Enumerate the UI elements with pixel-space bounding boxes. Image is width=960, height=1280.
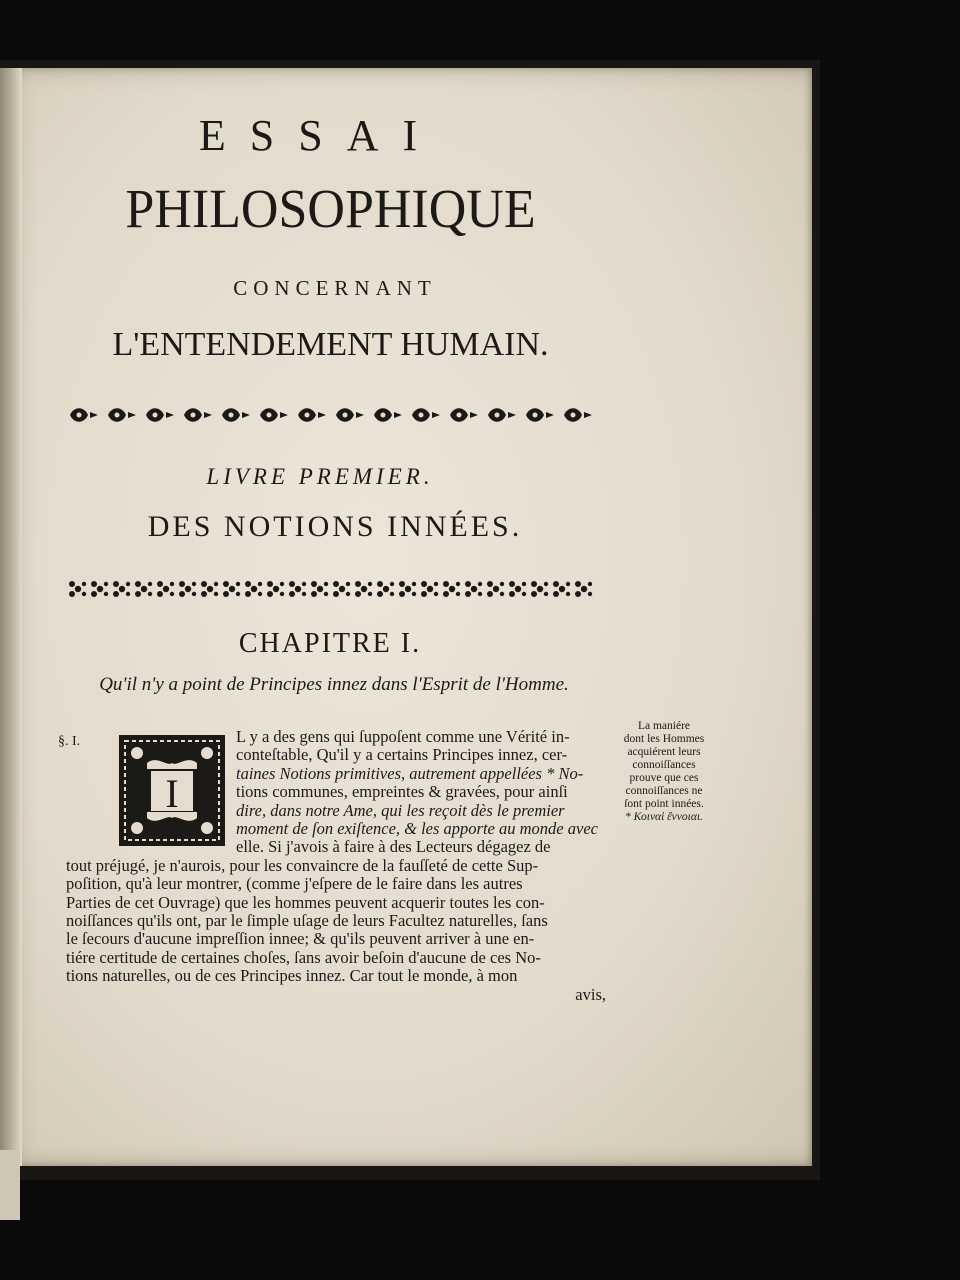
book-subtitle: DES NOTIONS INNÉES. <box>147 510 523 543</box>
body-line: L y a des gens qui ſuppoſent comme une Vérité in- <box>236 727 570 746</box>
body-line: poſition, qu'à leur montrer, (comme j'eſpere de le faire dans les autres <box>66 874 523 894</box>
margin-note <box>614 720 714 824</box>
body-line-catchword: avis, <box>575 984 606 1004</box>
margin-note-line: prouve que ces <box>629 772 699 784</box>
body-line: conteſtable, Qu'il y a certains Principes innez, cer- <box>236 745 568 765</box>
page-gutter <box>0 68 22 1166</box>
body-line: tiére certitude de certaines choſes, ſans avoir beſoin d'aucune de ces No- <box>66 947 541 967</box>
body-line: taines Notions primitives, autrement appellées * No- <box>236 763 584 783</box>
margin-note-line: connoiſſances ne <box>625 785 703 797</box>
body-line: dire, dans notre Ame, qui les reçoit dès le premier <box>236 800 565 820</box>
section-marker: §. I. <box>58 734 81 749</box>
body-line: tions naturelles, ou de ces Principes innez. Car tout le monde, à mon <box>66 966 518 986</box>
chapter-heading: CHAPITRE I. <box>238 628 422 659</box>
title-philosophique: PHILOSOPHIQUE <box>125 179 536 240</box>
body-line: le ſecours d'aucune impreſſion innee; & qu'ils peuvent arriver à une en- <box>66 929 535 949</box>
title-concernant: CONCERNANT <box>233 276 437 300</box>
ornament-band-bottom <box>66 578 602 600</box>
drop-cap-letter: I <box>165 771 179 816</box>
title-essai: ESSAI <box>198 111 442 160</box>
body-paragraph <box>58 728 608 1004</box>
title-entendement-humain: L'ENTENDEMENT HUMAIN. <box>112 326 549 363</box>
margin-note-line: dont les Hommes <box>623 733 705 745</box>
body-line: tions communes, empreintes & gravées, pour ainſi <box>236 782 568 802</box>
page-edges <box>0 1150 20 1220</box>
chapter-subheading: Qu'il n'y a point de Principes innez dans l'Esprit de l'Homme. <box>99 674 569 695</box>
body-line: moment de ſon exiſtence, & les apporte au monde avec <box>236 819 598 839</box>
body-line: tout préjugé, je n'aurois, pour les convaincre de la fauſſeté de cette Sup- <box>66 855 539 875</box>
margin-note-line: La maniére <box>637 720 691 732</box>
livre-heading: LIVRE PREMIER. <box>206 464 434 489</box>
margin-note-line: acquiérent leurs <box>627 746 701 758</box>
body-line: Parties de cet Ouvrage) que les hommes peuvent acquerir toutes les con- <box>66 892 545 912</box>
margin-note-line: ſont point innées. <box>624 798 704 810</box>
ornament-band-top <box>66 404 602 426</box>
margin-note-line: * Κοιναὶ ἔννοιαι. <box>625 811 703 823</box>
margin-note-line: connoiſſances <box>632 759 696 771</box>
body-line: elle. Si j'avois à faire à des Lecteurs dégagez de <box>236 837 551 857</box>
body-line: noiſſances qu'ils ont, par le ſimple uſage de leurs Facultez naturelles, ſans <box>66 911 548 931</box>
